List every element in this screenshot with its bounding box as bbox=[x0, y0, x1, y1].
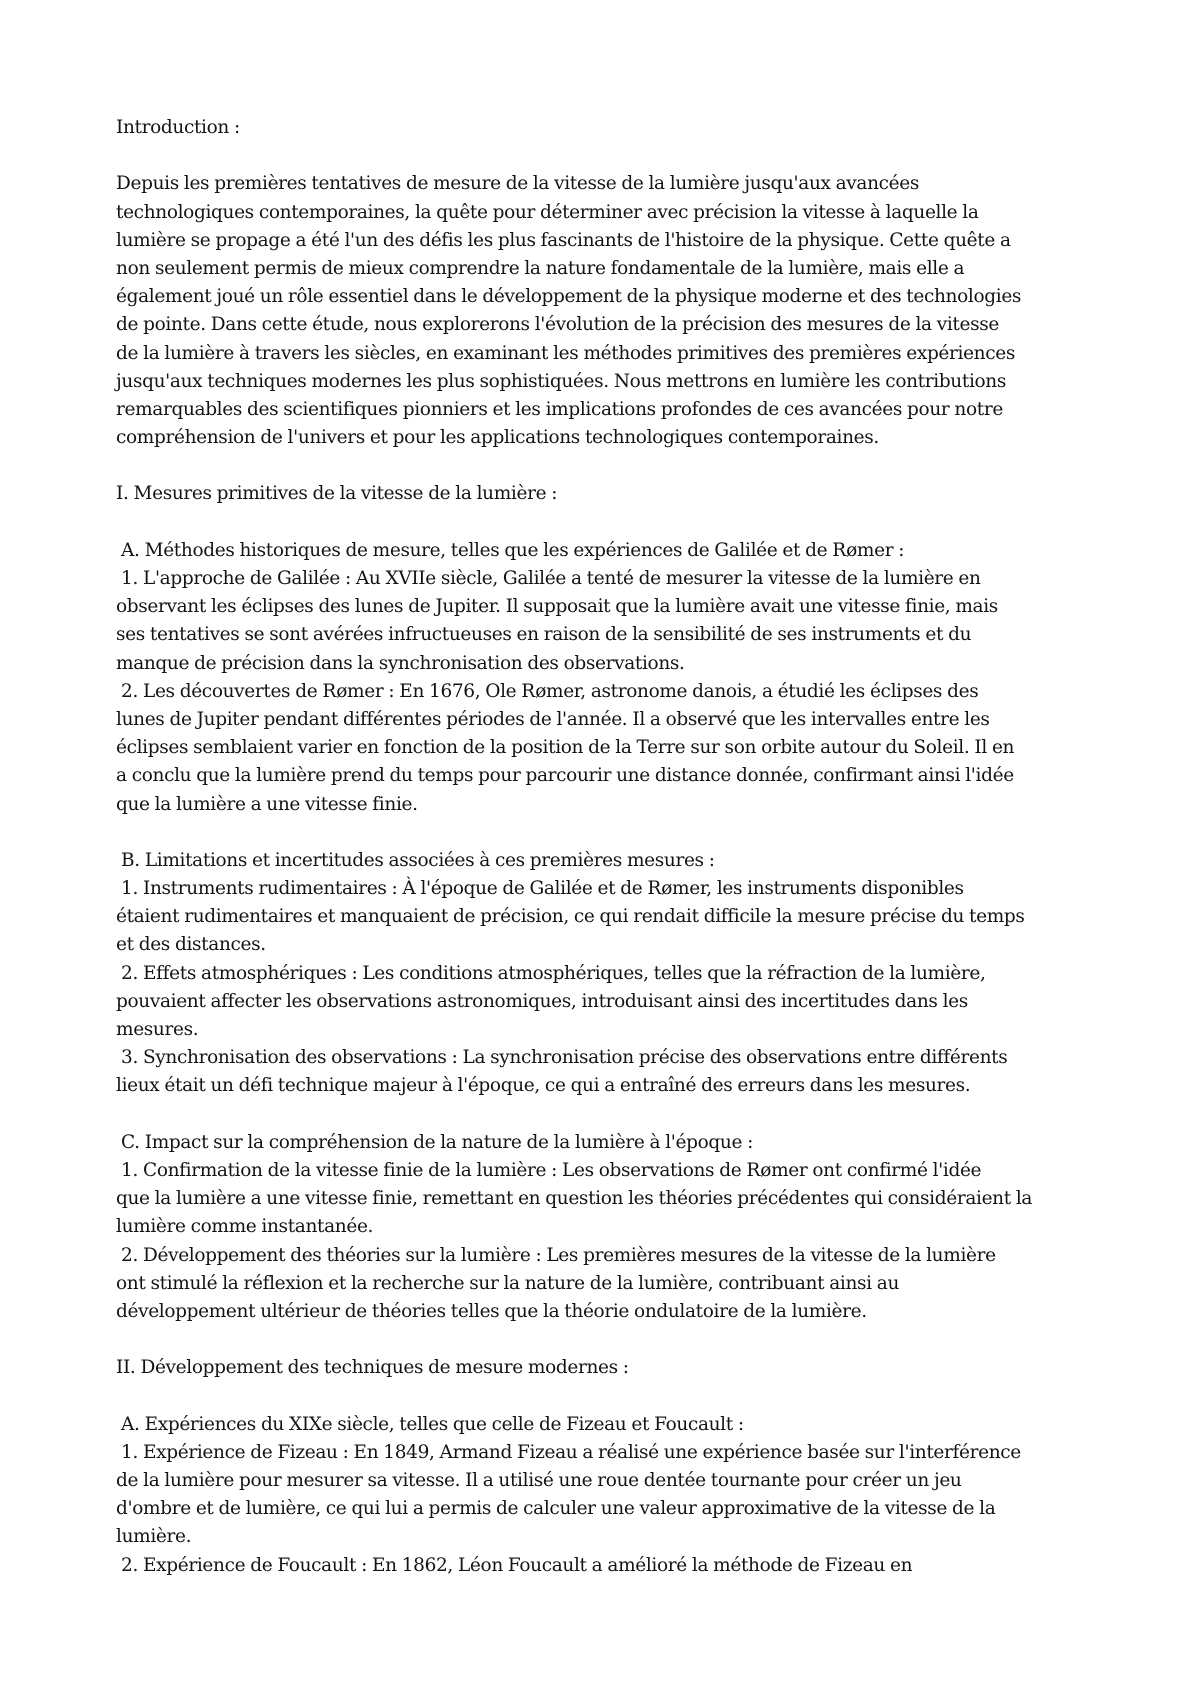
paragraph-spacer bbox=[116, 1326, 1106, 1354]
text-line: mesures. bbox=[116, 1019, 199, 1040]
text-line: éclipses semblaient varier en fonction de la position de la Terre sur son orbite autour du Soleil. Il en bbox=[116, 737, 1015, 759]
text-line: lunes de Jupiter pendant différentes périodes de l'année. Il a observé que les intervalles entre les bbox=[116, 708, 990, 730]
text-line: 1. Confirmation de la vitesse finie de la lumière : Les observations de Rømer ont confirmé l'idée bbox=[116, 1159, 982, 1181]
text-line: de pointe. Dans cette étude, nous explorerons l'évolution de la précision des mesures de la vitesse bbox=[116, 314, 999, 336]
document-body bbox=[116, 114, 1106, 1580]
intro-heading: Introduction : bbox=[116, 117, 240, 138]
text-line: de la lumière à travers les siècles, en examinant les méthodes primitives des premières expériences bbox=[116, 342, 1016, 364]
text-line: 1. L'approche de Galilée : Au XVIIe siècle, Galilée a tenté de mesurer la vitesse de la lumière en bbox=[116, 568, 981, 589]
text-line: lumière comme instantanée. bbox=[116, 1216, 374, 1238]
text-line: manque de précision dans la synchronisation des observations. bbox=[116, 652, 685, 674]
text-line: également joué un rôle essentiel dans le développement de la physique moderne et des technologies bbox=[116, 286, 1022, 308]
text-line: 3. Synchronisation des observations : La synchronisation précise des observations entre différents bbox=[116, 1047, 1008, 1069]
text-line: de la lumière pour mesurer sa vitesse. Il a utilisé une roue dentée tournante pour créer un jeu bbox=[116, 1470, 962, 1491]
text-line: d'ombre et de lumière, ce qui lui a permis de calculer une valeur approximative de la vitesse de la bbox=[116, 1498, 996, 1520]
text-line: lumière se propage a été l'un des défis les plus fascinants de l'histoire de la physique. Cette quête a bbox=[116, 229, 1011, 251]
text-line: ont stimulé la réflexion et la recherche sur la nature de la lumière, contribuant ainsi au bbox=[116, 1272, 900, 1294]
text-line: jusqu'aux techniques modernes les plus sophistiquées. Nous mettrons en lumière les contributions bbox=[116, 370, 1007, 392]
paragraph-spacer bbox=[116, 509, 1106, 537]
text-line: 1. Instruments rudimentaires : À l'époque de Galilée et de Rømer, les instruments disponibles bbox=[116, 878, 964, 900]
text-line: que la lumière a une vitesse finie, remettant en question les théories précédentes qui considéraient la bbox=[116, 1188, 1033, 1210]
text-line: Depuis les premières tentatives de mesure de la vitesse de la lumière jusqu'aux avancées bbox=[116, 173, 920, 195]
subsection-b-body bbox=[116, 875, 1106, 1101]
subsection-heading: B. Limitations et incertitudes associées à ces premières mesures : bbox=[116, 849, 715, 871]
text-line: et des distances. bbox=[116, 934, 266, 956]
section-heading: I. Mesures primitives de la vitesse de la lumière : bbox=[116, 483, 558, 505]
subsection-heading: A. Méthodes historiques de mesure, telles que les expériences de Galilée et de Rømer : bbox=[116, 539, 905, 561]
subsection-heading: C. Impact sur la compréhension de la nature de la lumière à l'époque : bbox=[116, 1131, 753, 1153]
text-line: compréhension de l'univers et pour les applications technologiques contemporaines. bbox=[116, 427, 879, 449]
paragraph-spacer bbox=[116, 1382, 1106, 1410]
text-line: observant les éclipses des lunes de Jupiter. Il supposait que la lumière avait une vitesse finie, mais bbox=[116, 596, 998, 618]
subsection-c-body bbox=[116, 1157, 1106, 1326]
section-heading: II. Développement des techniques de mesure modernes : bbox=[116, 1357, 629, 1379]
subsection-a-body bbox=[116, 565, 1106, 819]
text-line: technologiques contemporaines, la quête pour déterminer avec précision la vitesse à laquelle la bbox=[116, 201, 979, 223]
paragraph-spacer bbox=[116, 1101, 1106, 1129]
text-line: ses tentatives se sont avérées infructueuses en raison de la sensibilité de ses instruments et du bbox=[116, 624, 972, 646]
text-line: développement ultérieur de théories telles que la théorie ondulatoire de la lumière. bbox=[116, 1300, 867, 1322]
text-line: 2. Effets atmosphériques : Les conditions atmosphériques, telles que la réfraction de la lumière, bbox=[116, 962, 986, 984]
text-line: non seulement permis de mieux comprendre la nature fondamentale de la lumière, mais elle a bbox=[116, 257, 965, 279]
text-line: 1. Expérience de Fizeau : En 1849, Armand Fizeau a réalisé une expérience basée sur l'interférence bbox=[116, 1441, 1021, 1463]
paragraph-spacer bbox=[116, 452, 1106, 480]
text-line: 2. Développement des théories sur la lumière : Les premières mesures de la vitesse de la lumière bbox=[116, 1244, 996, 1266]
subsection-heading: A. Expériences du XIXe siècle, telles que celle de Fizeau et Foucault : bbox=[116, 1413, 744, 1435]
text-line: étaient rudimentaires et manquaient de précision, ce qui rendait difficile la mesure précise du temps bbox=[116, 906, 1025, 928]
text-line: remarquables des scientifiques pionniers et les implications profondes de ces avancées pour notre bbox=[116, 398, 1003, 420]
text-line: 2. Expérience de Foucault : En 1862, Léon Foucault a amélioré la méthode de Fizeau en bbox=[116, 1554, 913, 1576]
subsection-2a-body bbox=[116, 1439, 1106, 1580]
intro-paragraph bbox=[116, 170, 1106, 452]
text-line: pouvaient affecter les observations astronomiques, introduisant ainsi des incertitudes dans les bbox=[116, 990, 968, 1012]
text-line: lieux était un défi technique majeur à l'époque, ce qui a entraîné des erreurs dans les mesures. bbox=[116, 1075, 971, 1097]
paragraph-spacer bbox=[116, 819, 1106, 847]
text-line: a conclu que la lumière prend du temps pour parcourir une distance donnée, confirmant ainsi l'idée bbox=[116, 765, 1014, 787]
text-line: 2. Les découvertes de Rømer : En 1676, Ole Rømer, astronome danois, a étudié les éclipses des bbox=[116, 680, 979, 702]
text-line: lumière. bbox=[116, 1526, 192, 1548]
text-line: que la lumière a une vitesse finie. bbox=[116, 793, 418, 815]
paragraph-spacer bbox=[116, 142, 1106, 170]
